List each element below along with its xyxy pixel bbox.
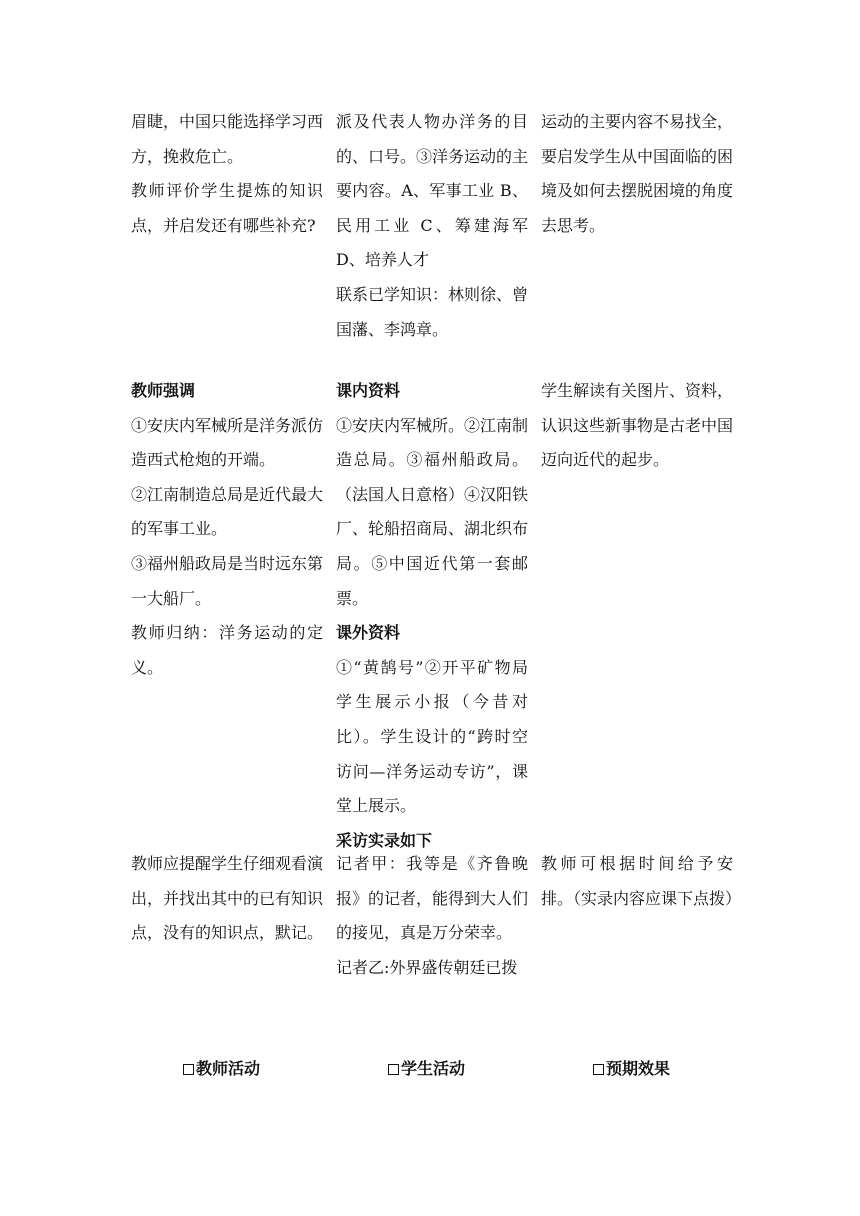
label-text: 教师活动 (196, 1059, 261, 1078)
paragraph: 教师归纳：洋务运动的定义。 (131, 623, 323, 677)
paragraph: 学生解读有关图片、资料，认识这些新事物是古老中国迈向近代的起步。 (541, 381, 734, 470)
checkbox-square-icon (388, 1064, 399, 1075)
paragraph: ③福州船政局是当时远东第一大船厂。 (131, 553, 324, 608)
paragraph: ①“黄鹄号”②开平矿物局学生展示小报（今昔对比）。学生设计的“跨时空访问—洋务运动专访”，课堂上展示。 (336, 657, 528, 816)
expected-effect-label (593, 1052, 670, 1086)
paragraph: ①安庆内军械所是洋务派仿造西式枪炮的开端。 (131, 415, 324, 470)
paragraph: 记者甲：我等是《齐鲁晚报》的记者，能得到大人们的接见，真是万分荣幸。 (336, 854, 529, 943)
column-labels (0, 1052, 860, 1086)
paragraph: 记者乙:外界盛传朝廷已拨 (336, 957, 518, 977)
paragraph: 派及代表人物办洋务的目的、口号。③洋务运动的主要内容。A、军事工业 B、民用工业 C、筹建海军 D、培养人才 (336, 112, 529, 270)
paragraph: 联系已学知识：林则徐、曾国藩、李鸿章。 (336, 284, 529, 339)
block3-student-column (336, 847, 528, 985)
block3-effect-column (541, 847, 742, 916)
paragraph: ②江南制造总局是近代最大的军事工业。 (131, 484, 324, 539)
block2-teacher-column (131, 374, 323, 685)
checkbox-square-icon (593, 1064, 604, 1075)
paragraph: 运动的主要内容不易找全，要启发学生从中国面临的困境及如何去摆脱困境的角度去思考。 (541, 112, 734, 235)
block1-teacher-column (131, 105, 323, 243)
block1-student-column (336, 105, 528, 347)
block2-effect-column (541, 374, 733, 478)
paragraph: 教师评价学生提炼的知识点，并启发还有哪些补充? (131, 181, 323, 235)
label-text: 预期效果 (606, 1059, 671, 1078)
paragraph: 眉睫，中国只能选择学习西方，挽救危亡。 (131, 112, 324, 166)
checkbox-square-icon (183, 1064, 194, 1075)
teacher-activity-label (183, 1052, 260, 1086)
paragraph: ①安庆内军械所。②江南制造总局。③福州船政局。（法国人日意格）④汉阳铁厂、轮船招商局、湖北织布局。⑤中国近代第一套邮票。 (336, 415, 529, 608)
block3-teacher-column (131, 847, 323, 951)
section-heading: 课外资料 (336, 623, 401, 643)
block2-student-column (336, 374, 528, 858)
student-activity-label (388, 1052, 465, 1086)
block1-effect-column (541, 105, 733, 243)
paragraph: 教师可根据时间给予安排。（实录内容应课下点拨） (541, 854, 742, 908)
section-heading: 采访实录如下 (336, 830, 433, 850)
label-text: 学生活动 (401, 1059, 466, 1078)
section-heading: 教师强调 (131, 381, 196, 400)
section-heading: 课内资料 (336, 381, 401, 400)
paragraph: 教师应提醒学生仔细观看演出，并找出其中的已有知识点，没有的知识点，默记。 (131, 854, 324, 943)
